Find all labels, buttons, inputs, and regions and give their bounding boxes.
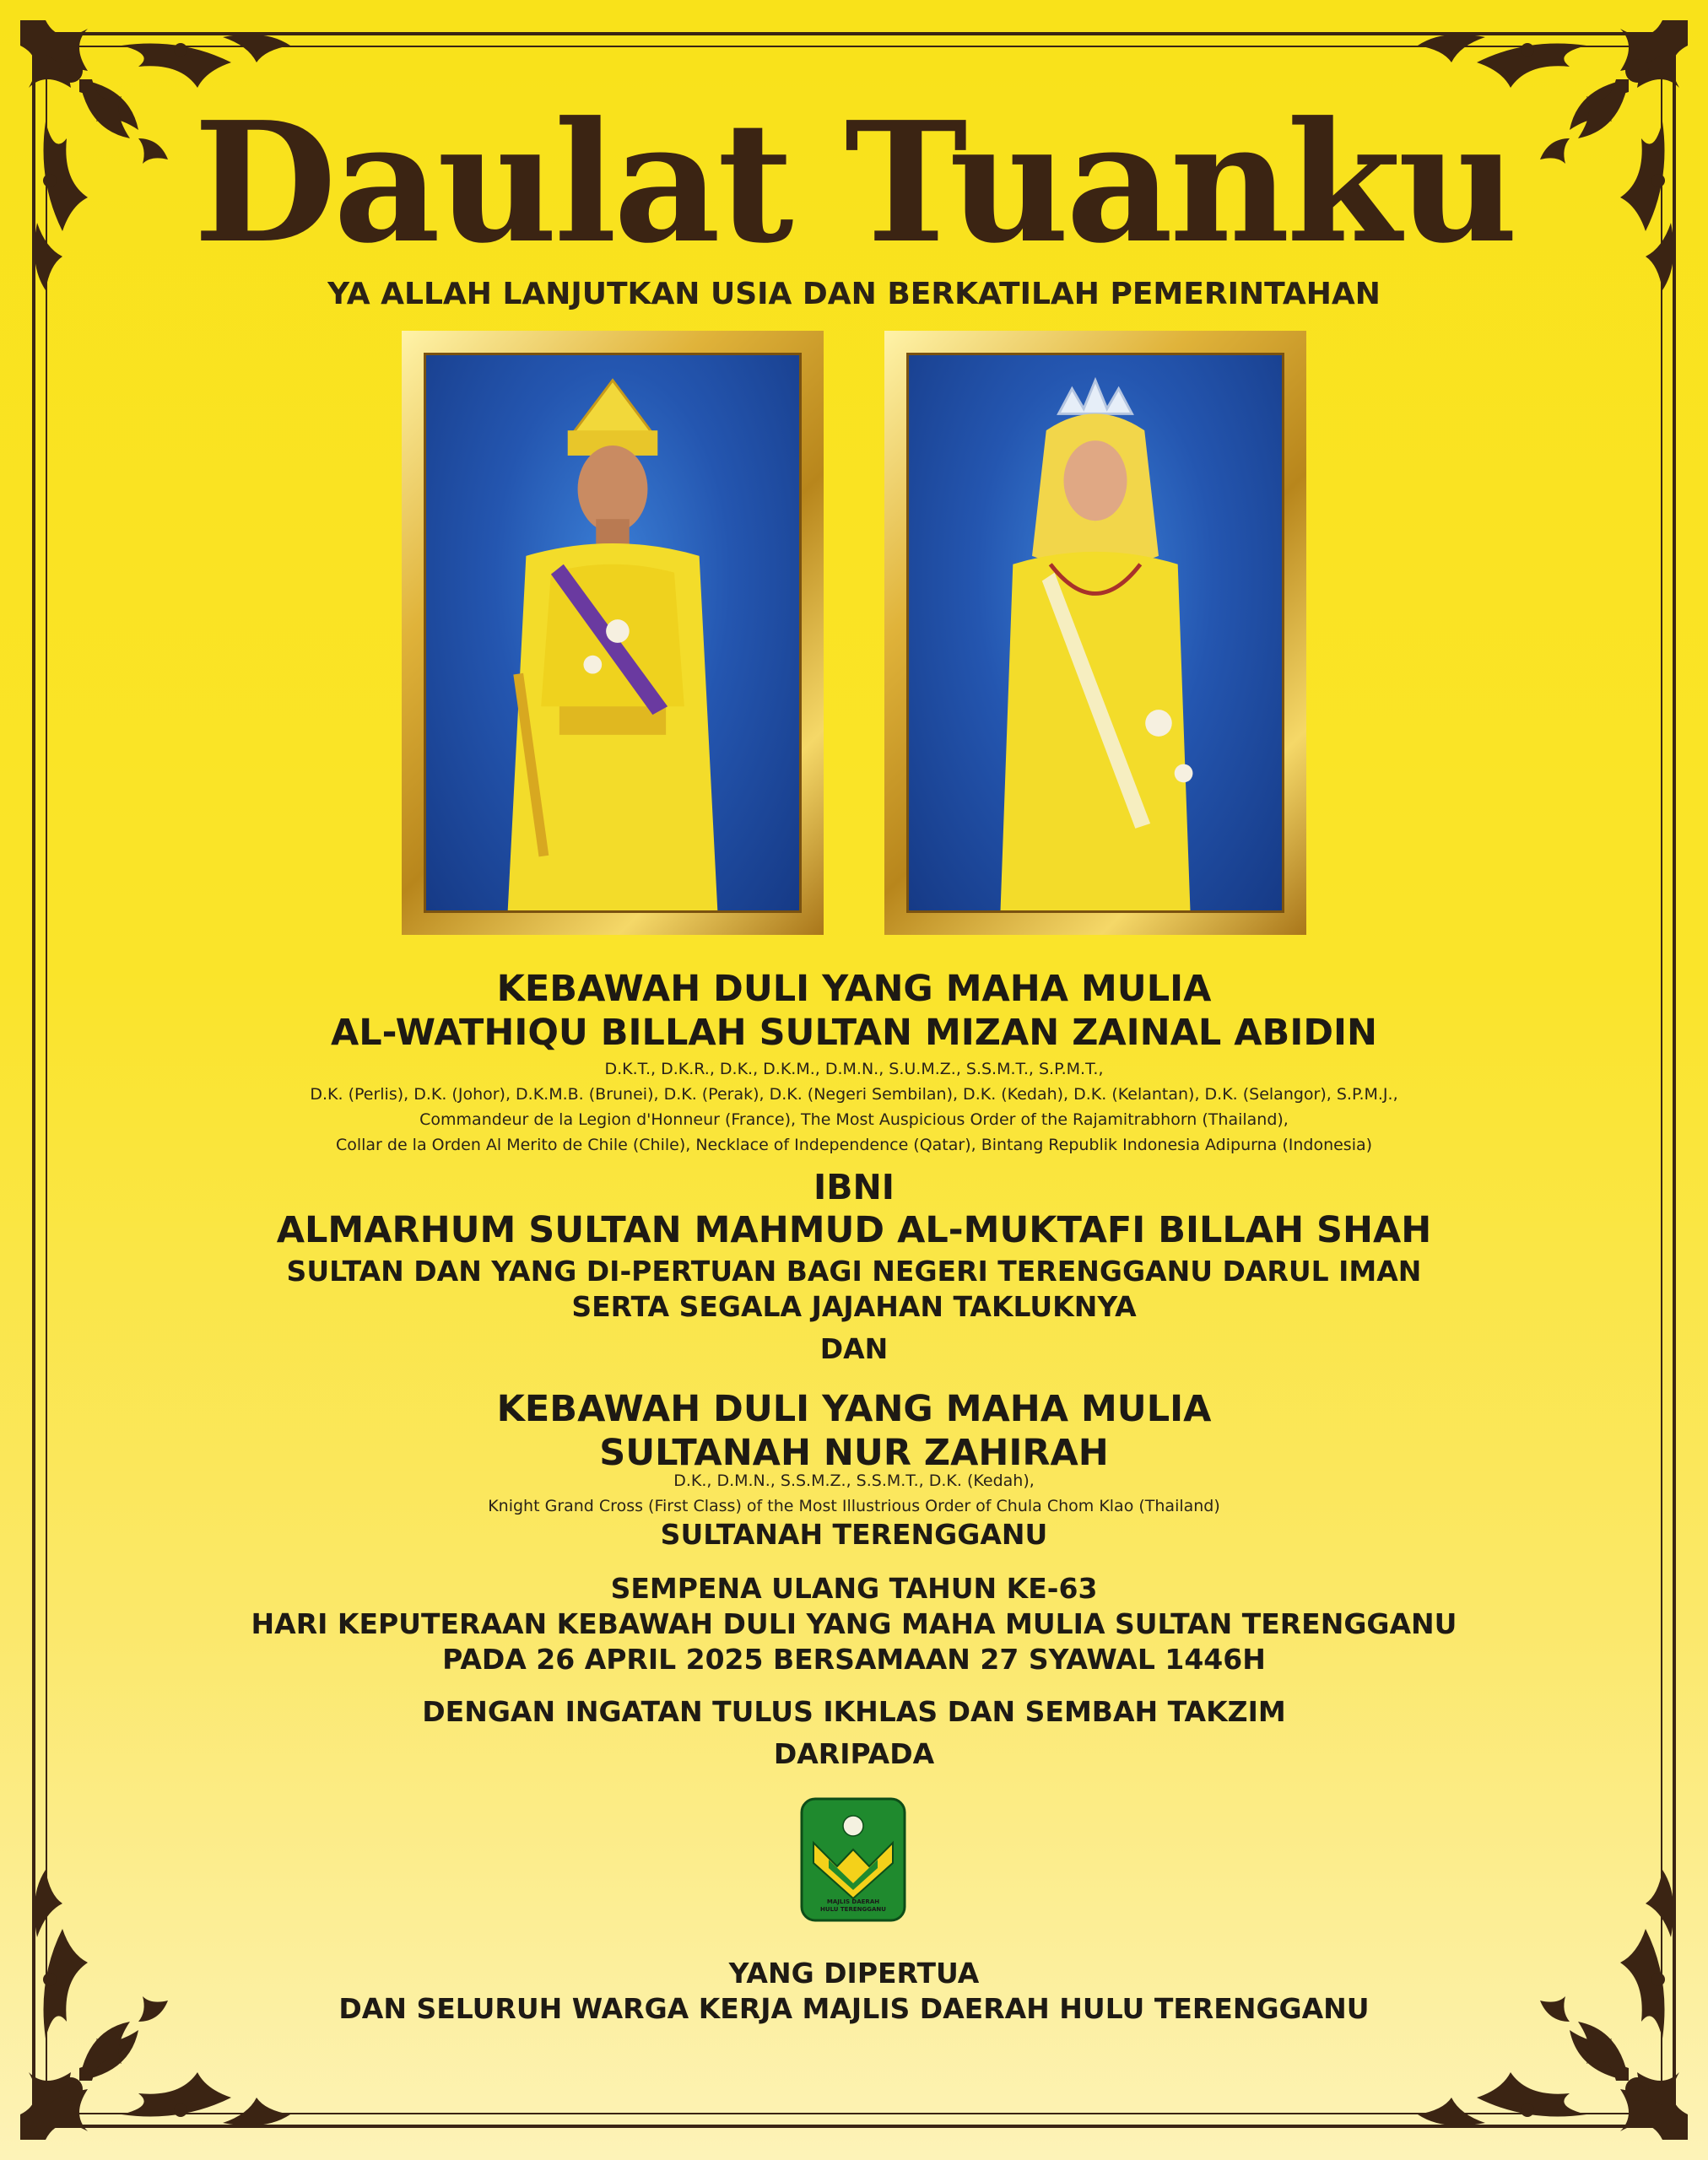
occasion-line: HARI KEPUTERAAN KEBAWAH DULI YANG MAHA MULIA SULTAN TERENGGANU bbox=[251, 1607, 1457, 1640]
honours-line: Collar de la Orden Al Merito de Chile (Chile), Necklace of Independence (Qatar), Bintang Republik Indonesia Adipurna (Indonesia) bbox=[335, 1136, 1373, 1154]
honours-line: Knight Grand Cross (First Class) of the Most Illustrious Order of Chula Chom Klao (Thailand) bbox=[488, 1497, 1220, 1515]
greeting-line: DARIPADA bbox=[773, 1737, 935, 1770]
sultanah-portrait bbox=[884, 331, 1306, 935]
honours-line: D.K.T., D.K.R., D.K., D.K.M., D.M.N., S.U.M.Z., S.S.M.T., S.P.M.T., bbox=[604, 1060, 1104, 1078]
sultan-honorific: KEBAWAH DULI YANG MAHA MULIA bbox=[496, 968, 1212, 1010]
ibni-label: IBNI bbox=[813, 1167, 895, 1207]
greeting bbox=[0, 1694, 1708, 1772]
footer-line: YANG DIPERTUA bbox=[728, 1957, 980, 1990]
occasion bbox=[0, 1571, 1708, 1677]
occasion-line: PADA 26 APRIL 2025 BERSAMAAN 27 SYAWAL 1446H bbox=[442, 1643, 1266, 1676]
sultanah-honorific: KEBAWAH DULI YANG MAHA MULIA bbox=[496, 1388, 1212, 1430]
sultanah-name: SULTANAH NUR ZAHIRAH bbox=[599, 1432, 1109, 1474]
sultan-title bbox=[0, 1254, 1708, 1325]
dan-label: DAN bbox=[819, 1332, 889, 1365]
sultanah-title-line: SULTANAH TERENGGANU bbox=[660, 1518, 1048, 1551]
footer-line: DAN SELURUH WARGA KERJA MAJLIS DAERAH HULU TERENGGANU bbox=[338, 1992, 1370, 2025]
sultan-title-line: SERTA SEGALA JAJAHAN TAKLUKNYA bbox=[571, 1290, 1137, 1323]
sultan-title-line: SULTAN DAN YANG DI-PERTUAN BAGI NEGERI TERENGGANU DARUL IMAN bbox=[286, 1255, 1422, 1288]
sultan-lineage bbox=[0, 1166, 1708, 1252]
conjunction bbox=[0, 1331, 1708, 1367]
honours-line: D.K., D.M.N., S.S.M.Z., S.S.M.T., D.K. (Kedah), bbox=[673, 1472, 1035, 1490]
sultan-section bbox=[0, 967, 1708, 1055]
sultan-honours bbox=[0, 1056, 1708, 1158]
sultanah-title bbox=[0, 1517, 1708, 1552]
sultanah-honours bbox=[0, 1468, 1708, 1519]
footer bbox=[0, 1956, 1708, 2027]
sultan-name: AL-WATHIQU BILLAH SULTAN MIZAN ZAINAL ABIDIN bbox=[330, 1012, 1378, 1054]
occasion-line: SEMPENA ULANG TAHUN KE-63 bbox=[610, 1572, 1098, 1605]
sultan-portrait-image bbox=[424, 353, 802, 913]
sultanah-portrait-image bbox=[906, 353, 1284, 913]
logo-label-line: HULU TERENGGANU bbox=[820, 1906, 886, 1913]
father-name: ALMARHUM SULTAN MAHMUD AL-MUKTAFI BILLAH SHAH bbox=[276, 1209, 1432, 1251]
honours-line: D.K. (Perlis), D.K. (Johor), D.K.M.B. (Brunei), D.K. (Perak), D.K. (Negeri Sembilan), D.K. (Kedah), D.K. (Kelantan), D.K. (Selangor), S.P.M.J., bbox=[310, 1085, 1398, 1104]
honours-line: Commandeur de la Legion d'Honneur (France), The Most Auspicious Order of the Rajamitrabhorn (Thailand), bbox=[419, 1110, 1289, 1129]
page-subtitle: YA ALLAH LANJUTKAN USIA DAN BERKATILAH PEMERINTAHAN bbox=[327, 277, 1381, 311]
logo-label-line: MAJLIS DAERAH bbox=[826, 1898, 880, 1905]
greeting-line: DENGAN INGATAN TULUS IKHLAS DAN SEMBAH TAKZIM bbox=[422, 1695, 1286, 1728]
sultanah-section bbox=[0, 1387, 1708, 1475]
sultan-portrait bbox=[402, 331, 824, 935]
logo-label bbox=[798, 1898, 908, 1914]
page-title: Daulat Tuanku bbox=[193, 86, 1515, 280]
